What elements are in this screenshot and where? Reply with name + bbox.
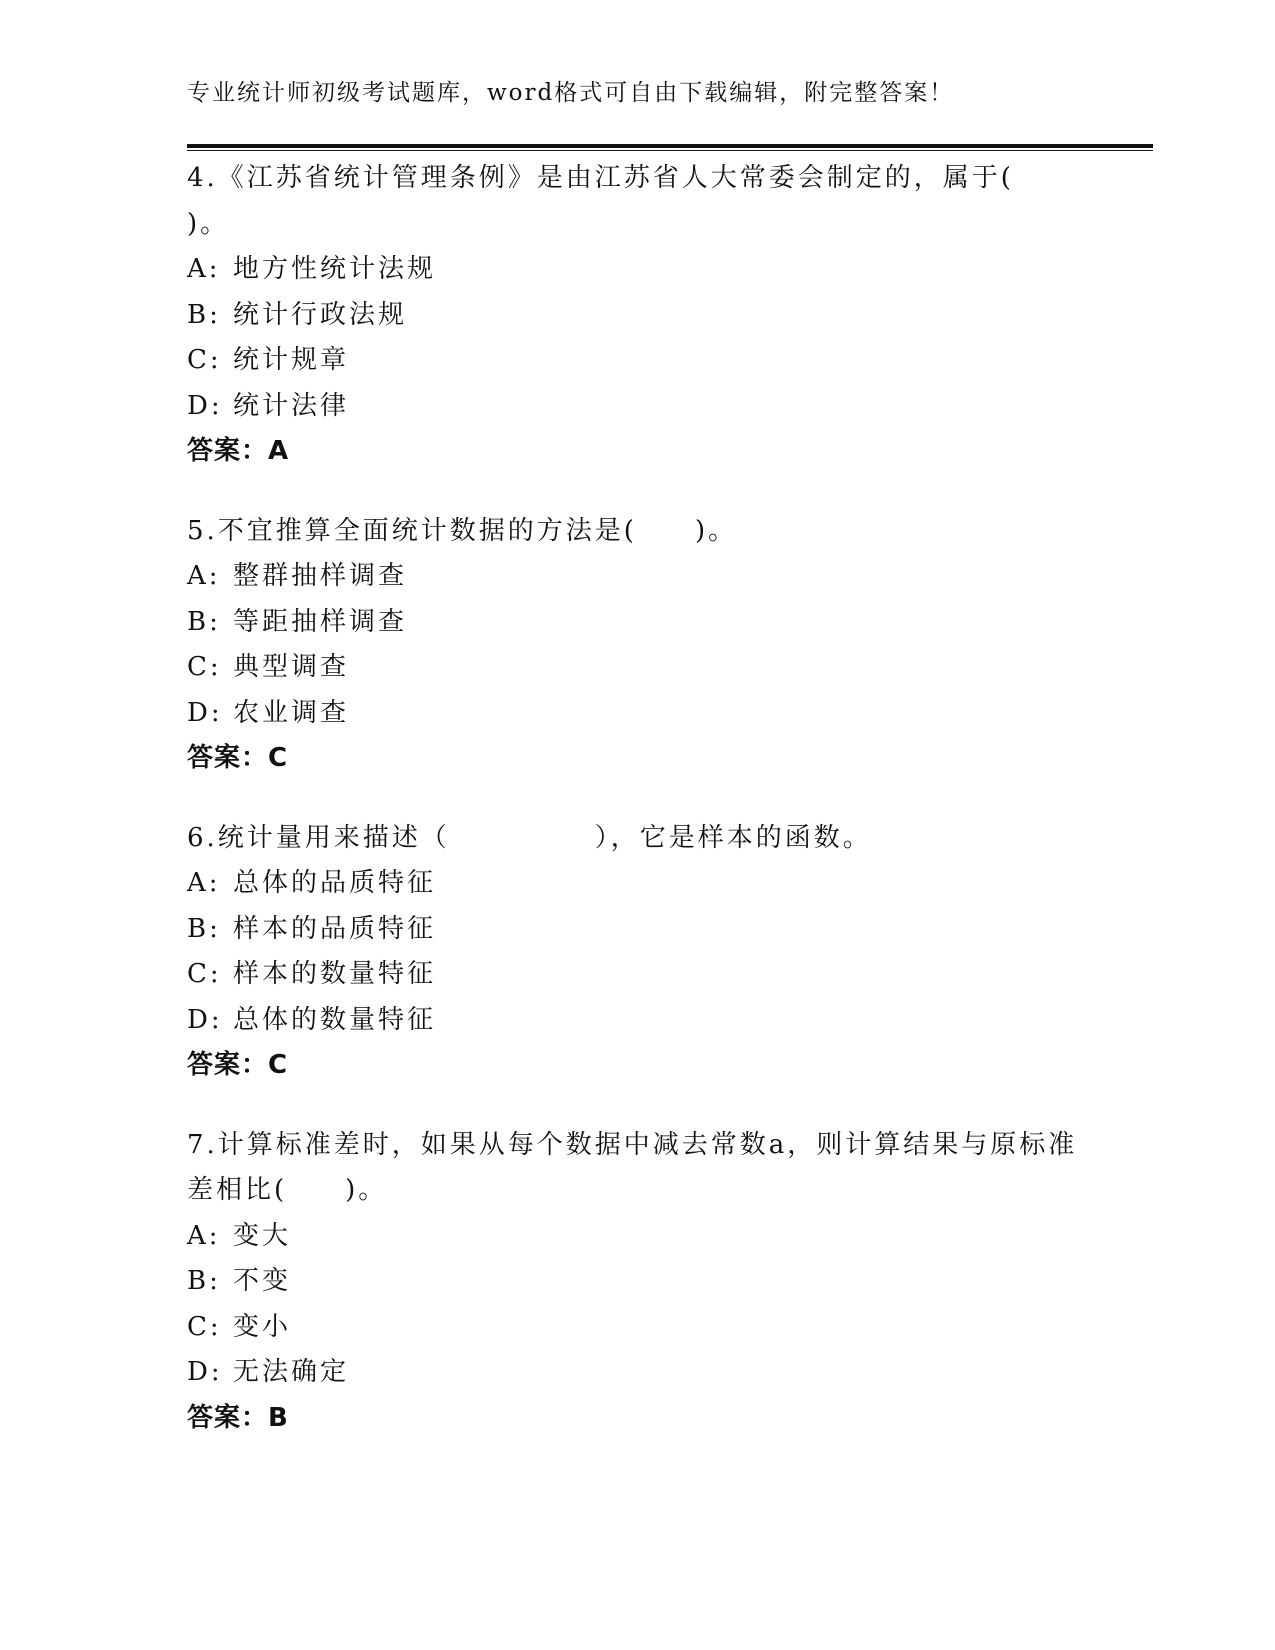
- option-letter: C:: [187, 345, 222, 375]
- option-text: 统计规章: [233, 345, 350, 375]
- question-4: [187, 156, 1087, 475]
- question-stem-line: )。: [187, 208, 230, 239]
- option-a: [187, 247, 1087, 293]
- option-text: 总体的数量特征: [233, 1004, 437, 1035]
- option-letter: C:: [187, 652, 222, 682]
- option-text: 典型调查: [233, 652, 350, 682]
- option-c: [187, 1305, 1087, 1351]
- question-stem-line: 4.《江苏省统计管理条例》是由江苏省人大常委会制定的，属于(: [187, 163, 1014, 193]
- option-text: 统计法律: [233, 390, 350, 421]
- question-stem-line: 差相比( )。: [187, 1175, 388, 1205]
- page-header: 专业统计师初级考试题库，word格式可自由下载编辑，附完整答案！: [187, 80, 955, 106]
- header-rule-thin: [187, 150, 1153, 151]
- option-letter: C:: [187, 959, 222, 989]
- option-a: [187, 1214, 1087, 1260]
- option-b: [187, 1259, 1087, 1305]
- option-b: [187, 907, 1087, 953]
- answer-line: 答案：B: [187, 1402, 289, 1433]
- option-letter: C:: [187, 1311, 222, 1342]
- option-c: [187, 645, 1087, 691]
- option-text: 地方性统计法规: [233, 254, 437, 284]
- answer-line: 答案：A: [187, 436, 290, 466]
- option-text: 等距抽样调查: [233, 606, 408, 637]
- option-text: 农业调查: [233, 697, 350, 728]
- option-d: [187, 691, 1087, 737]
- option-d: [187, 384, 1087, 430]
- question-stem-line: 7.计算标准差时，如果从每个数据中减去常数a，则计算结果与原标准: [187, 1129, 1078, 1160]
- option-letter: D:: [187, 697, 223, 728]
- answer-line: 答案：C: [187, 743, 289, 773]
- option-text: 整群抽样调查: [233, 561, 408, 591]
- option-letter: A:: [187, 1220, 221, 1251]
- header-rule-thick: [187, 144, 1153, 148]
- option-letter: B:: [187, 1266, 221, 1296]
- question-5: [187, 509, 1087, 782]
- question-7: [187, 1123, 1087, 1442]
- answer-line: 答案：C: [187, 1050, 289, 1080]
- question-stem-line: 6.统计量用来描述（ ），它是样本的函数。: [187, 822, 872, 853]
- option-text: 变大: [233, 1220, 292, 1251]
- option-d: [187, 1350, 1087, 1396]
- option-c: [187, 952, 1087, 998]
- option-text: 总体的品质特征: [233, 868, 437, 898]
- option-letter: D:: [187, 1004, 223, 1035]
- question-list: [187, 156, 1087, 1475]
- option-text: 样本的数量特征: [233, 959, 437, 989]
- option-text: 不变: [233, 1266, 292, 1296]
- option-letter: B:: [187, 299, 221, 330]
- option-letter: B:: [187, 913, 221, 944]
- option-b: [187, 600, 1087, 646]
- option-d: [187, 998, 1087, 1044]
- option-letter: B:: [187, 606, 221, 637]
- option-c: [187, 338, 1087, 384]
- option-letter: A:: [187, 868, 221, 898]
- option-letter: A:: [187, 254, 221, 284]
- option-letter: A:: [187, 561, 221, 591]
- option-b: [187, 293, 1087, 339]
- option-text: 样本的品质特征: [233, 913, 437, 944]
- option-text: 变小: [233, 1311, 292, 1342]
- question-stem-line: 5.不宜推算全面统计数据的方法是( )。: [187, 515, 738, 546]
- option-a: [187, 861, 1087, 907]
- option-text: 无法确定: [233, 1357, 350, 1387]
- option-letter: D:: [187, 390, 223, 421]
- option-text: 统计行政法规: [233, 299, 408, 330]
- option-a: [187, 554, 1087, 600]
- question-6: [187, 816, 1087, 1089]
- option-letter: D:: [187, 1357, 223, 1387]
